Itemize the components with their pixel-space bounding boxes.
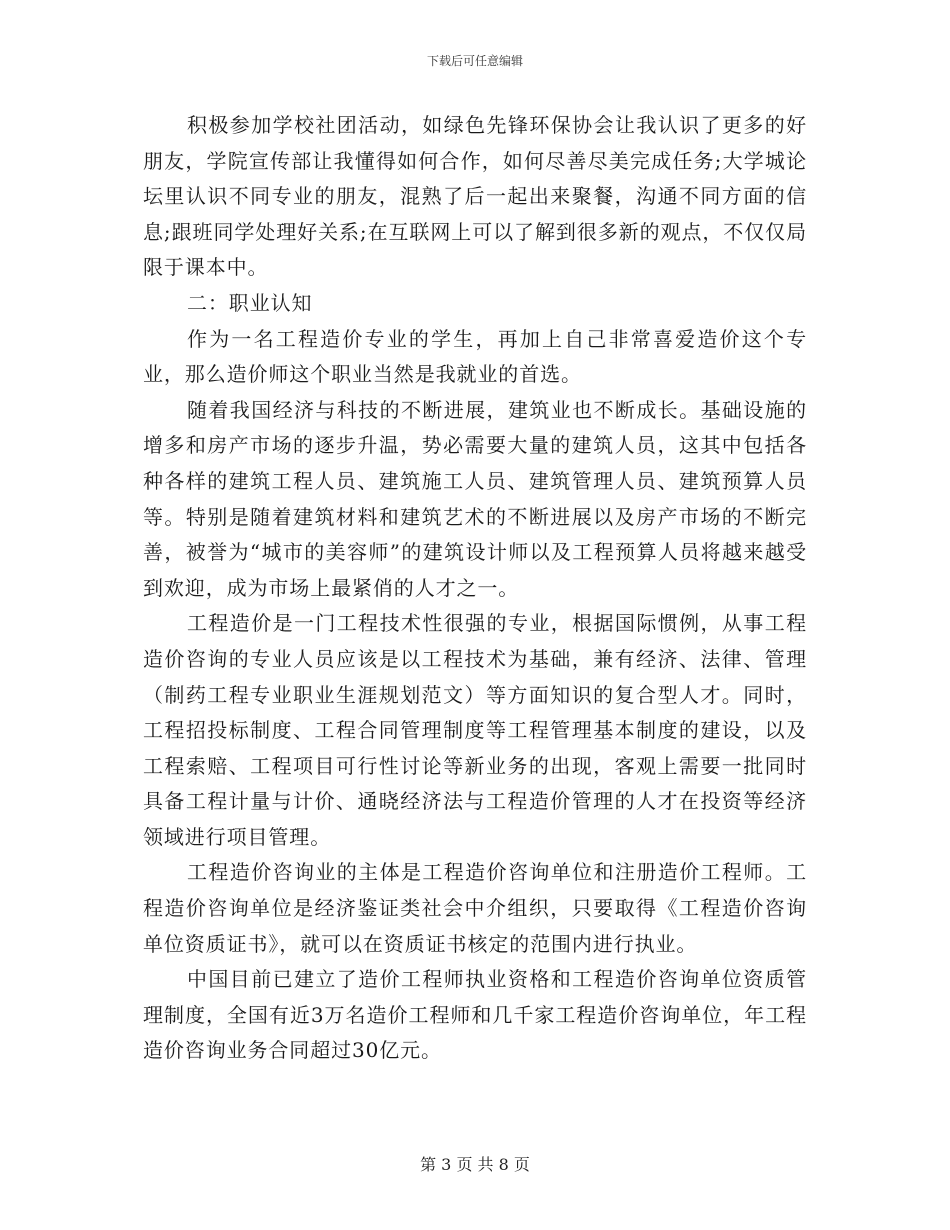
document-body xyxy=(143,108,807,1069)
paragraph-club-activities: 积极参加学校社团活动，如绿色先锋环保协会让我认识了更多的好朋友，学院宣传部让我懂得如何合作，如何尽善尽美完成任务;大学城论坛里认识不同专业的朋友，混熟了后一起出来聚餐，沟通不同方面的信息;跟班同学处理好关系;在互联网上可以了解到很多新的观点，不仅仅局限于课本中。 xyxy=(143,113,807,280)
paragraph-construction-industry: 随着我国经济与科技的不断进展，建筑业也不断成长。基础设施的增多和房产市场的逐步升温，势必需要大量的建筑人员，这其中包括各种各样的建筑工程人员、建筑施工人员、建筑管理人员、建筑预算人员等。特别是随着建筑材料和建筑艺术的不断进展以及房产市场的不断完善，被誉为“城市的美容师”的建筑设计师以及工程预算人员将越来越受到欢迎，成为市场上最紧俏的人才之一。 xyxy=(143,397,807,600)
paragraph-consulting-industry: 工程造价咨询业的主体是工程造价咨询单位和注册造价工程师。工程造价咨询单位是经济鉴证类社会中介组织，只要取得《工程造价咨询单位资质证书》，就可以在资质证书核定的范围内进行执业。 xyxy=(143,860,807,956)
paragraph-cost-engineering-profession: 工程造价是一门工程技术性很强的专业，根据国际惯例，从事工程造价咨询的专业人员应该是以工程技术为基础，兼有经济、法律、管理（制药工程专业职业生涯规划范文）等方面知识的复合型人才。同时，工程招投标制度、工程合同管理制度等工程管理基本制度的建设，以及工程索赔、工程项目可行性讨论等新业务的出现，客观上需要一批同时具备工程计量与计价、通晓经济法与工程造价管理的人才在投资等经济领域进行项目管理。 xyxy=(143,611,807,849)
paragraph-china-status: 中国目前已建立了造价工程师执业资格和工程造价咨询单位资质管理制度，全国有近3万名造价工程师和几千家工程造价咨询单位，年工程造价咨询业务合同超过30亿元。 xyxy=(143,967,807,1063)
page-header-note: 下载后可任意编辑 xyxy=(426,54,523,68)
paragraph-career-choice: 作为一名工程造价专业的学生，再加上自己非常喜爱造价这个专业，那么造价师这个职业当然是我就业的首选。 xyxy=(143,326,807,387)
section-heading-career-cognition: 二：职业认知 xyxy=(187,290,313,315)
page-number: 第 3 页 共 8 页 xyxy=(420,1155,530,1174)
